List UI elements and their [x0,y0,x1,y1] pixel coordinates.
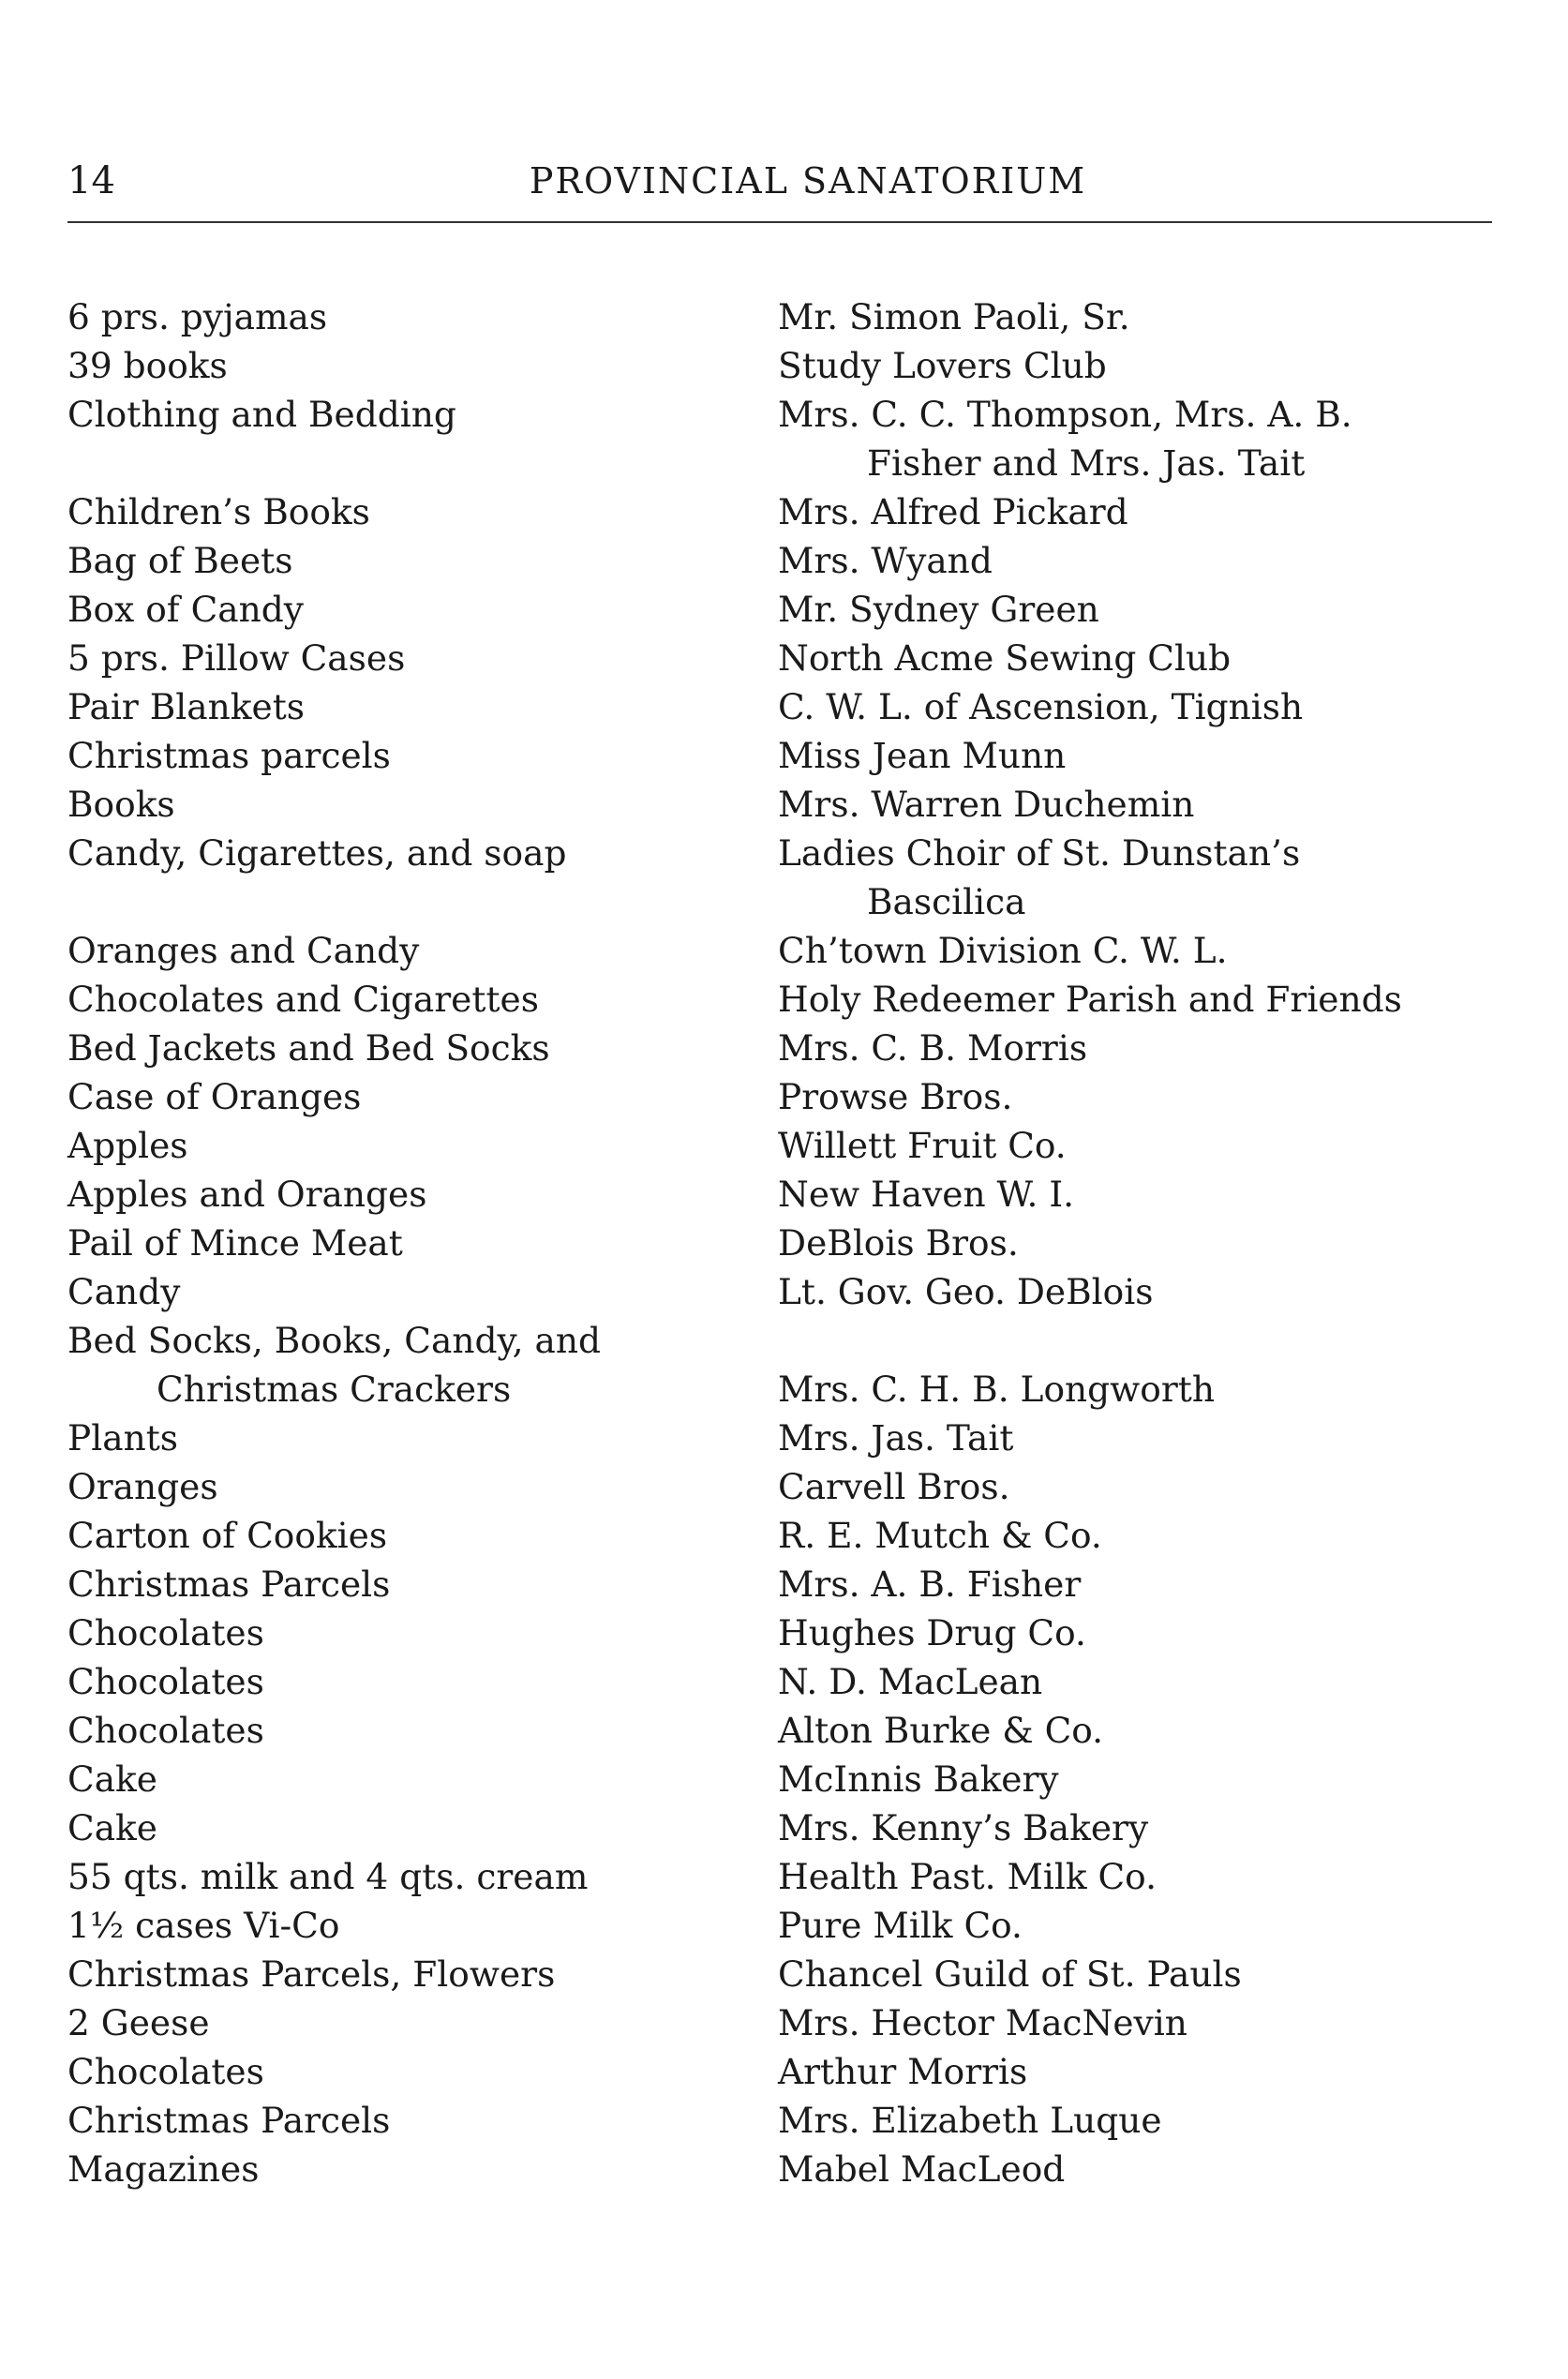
gift-item: Box of Candy [67,589,304,630]
donor-item: Mr. Sydney Green [778,589,1099,630]
gift-item: Bag of Beets [67,540,293,581]
donor-item: North Acme Sewing Club [778,637,1232,679]
gift-item: Books [67,784,175,825]
donors-column [778,292,1518,2193]
gift-item-continuation: Christmas Crackers [157,1369,512,1410]
gift-item: Apples [67,1125,188,1166]
donor-item-continuation: Bascilica [867,881,1026,922]
gift-item: Christmas Parcels, Flowers [67,1953,556,1995]
gift-item: Bed Jackets and Bed Socks [67,1027,550,1069]
donor-item: Mrs. Kenny’s Bakery [778,1807,1149,1848]
donor-item: Mrs. C. H. B. Longworth [778,1369,1216,1410]
gift-item: Magazines [67,2148,260,2190]
donor-item: Chancel Guild of St. Pauls [778,1953,1242,1995]
donor-item: Ladies Choir of St. Dunstan’s [778,832,1301,874]
donor-item: Mrs. A. B. Fisher [778,1564,1082,1605]
gift-item: Chocolates [67,2051,264,2092]
gift-item: Chocolates and Cigarettes [67,979,539,1020]
gift-item: Cake [67,1807,157,1848]
gift-item: 55 qts. milk and 4 qts. cream [67,1856,589,1897]
donor-item: Willett Fruit Co. [778,1125,1067,1166]
gift-item: Carton of Cookies [67,1515,388,1556]
running-title: PROVINCIAL SANATORIUM [529,160,1087,202]
donor-item: Mrs. Jas. Tait [778,1417,1014,1459]
header-rule [67,221,1492,223]
donor-item: N. D. MacLean [778,1661,1043,1702]
donor-item: Mrs. Hector MacNevin [778,2002,1187,2043]
gift-item: Candy, Cigarettes, and soap [67,832,567,874]
donor-item: Mrs. Elizabeth Luque [778,2100,1162,2141]
gift-item: Clothing and Bedding [67,394,456,435]
donor-item: C. W. L. of Ascension, Tignish [778,686,1304,727]
donor-item: Mrs. Wyand [778,540,993,581]
donor-item: Alton Burke & Co. [778,1710,1104,1751]
donor-item: Pure Milk Co. [778,1905,1023,1946]
gift-item: 6 prs. pyjamas [67,296,328,337]
donor-item: Mabel MacLeod [778,2148,1066,2190]
blank-line [778,1316,1518,1365]
gift-item: Cake [67,1758,157,1800]
gift-item: Bed Socks, Books, Candy, and [67,1320,602,1361]
donor-item: Mr. Simon Paoli, Sr. [778,296,1130,337]
donor-item: New Haven W. I. [778,1174,1075,1215]
donor-item: R. E. Mutch & Co. [778,1515,1102,1556]
gift-item: Children’s Books [67,491,370,532]
donor-item: Prowse Bros. [778,1076,1013,1117]
gift-item: 2 Geese [67,2002,210,2043]
donor-item: Arthur Morris [778,2051,1028,2092]
gift-item: Candy [67,1271,181,1312]
page-number: 14 [67,159,115,202]
donor-item: Lt. Gov. Geo. DeBlois [778,1271,1154,1312]
donor-item: McInnis Bakery [778,1758,1059,1800]
gift-item: Christmas Parcels [67,2100,391,2141]
gift-item: Pail of Mince Meat [67,1222,403,1264]
gift-item: Oranges [67,1466,218,1507]
gift-item: Pair Blankets [67,686,306,727]
page-header [67,157,1492,204]
gift-item: Apples and Oranges [67,1174,427,1215]
gift-item: 1½ cases Vi-Co [67,1905,340,1946]
gift-item: Chocolates [67,1710,264,1751]
gift-item: Chocolates [67,1612,264,1653]
donor-item: Ch’town Division C. W. L. [778,930,1228,971]
donor-item-continuation: Fisher and Mrs. Jas. Tait [867,442,1306,484]
gift-item: 39 books [67,345,228,386]
gift-item: Plants [67,1417,179,1459]
donor-item: Holy Redeemer Parish and Friends [778,979,1402,1020]
gift-item: Christmas Parcels [67,1564,391,1605]
gifts-column [67,292,705,2193]
blank-line [67,877,705,926]
gift-item: Oranges and Candy [67,930,420,971]
gift-item: Case of Oranges [67,1076,362,1117]
donor-item: Hughes Drug Co. [778,1612,1086,1653]
donor-item: Study Lovers Club [778,345,1107,386]
gift-item: Christmas parcels [67,735,391,776]
gift-item: 5 prs. Pillow Cases [67,637,406,679]
blank-line [67,439,705,487]
donor-item: Mrs. Warren Duchemin [778,784,1195,825]
gift-item: Chocolates [67,1661,264,1702]
donor-item: Mrs. C. C. Thompson, Mrs. A. B. [778,394,1352,435]
donor-item: Mrs. Alfred Pickard [778,491,1128,532]
donor-item: Health Past. Milk Co. [778,1856,1157,1897]
donor-item: Carvell Bros. [778,1466,1010,1507]
donor-item: DeBlois Bros. [778,1222,1019,1264]
donor-item: Mrs. C. B. Morris [778,1027,1088,1069]
donor-item: Miss Jean Munn [778,735,1067,776]
